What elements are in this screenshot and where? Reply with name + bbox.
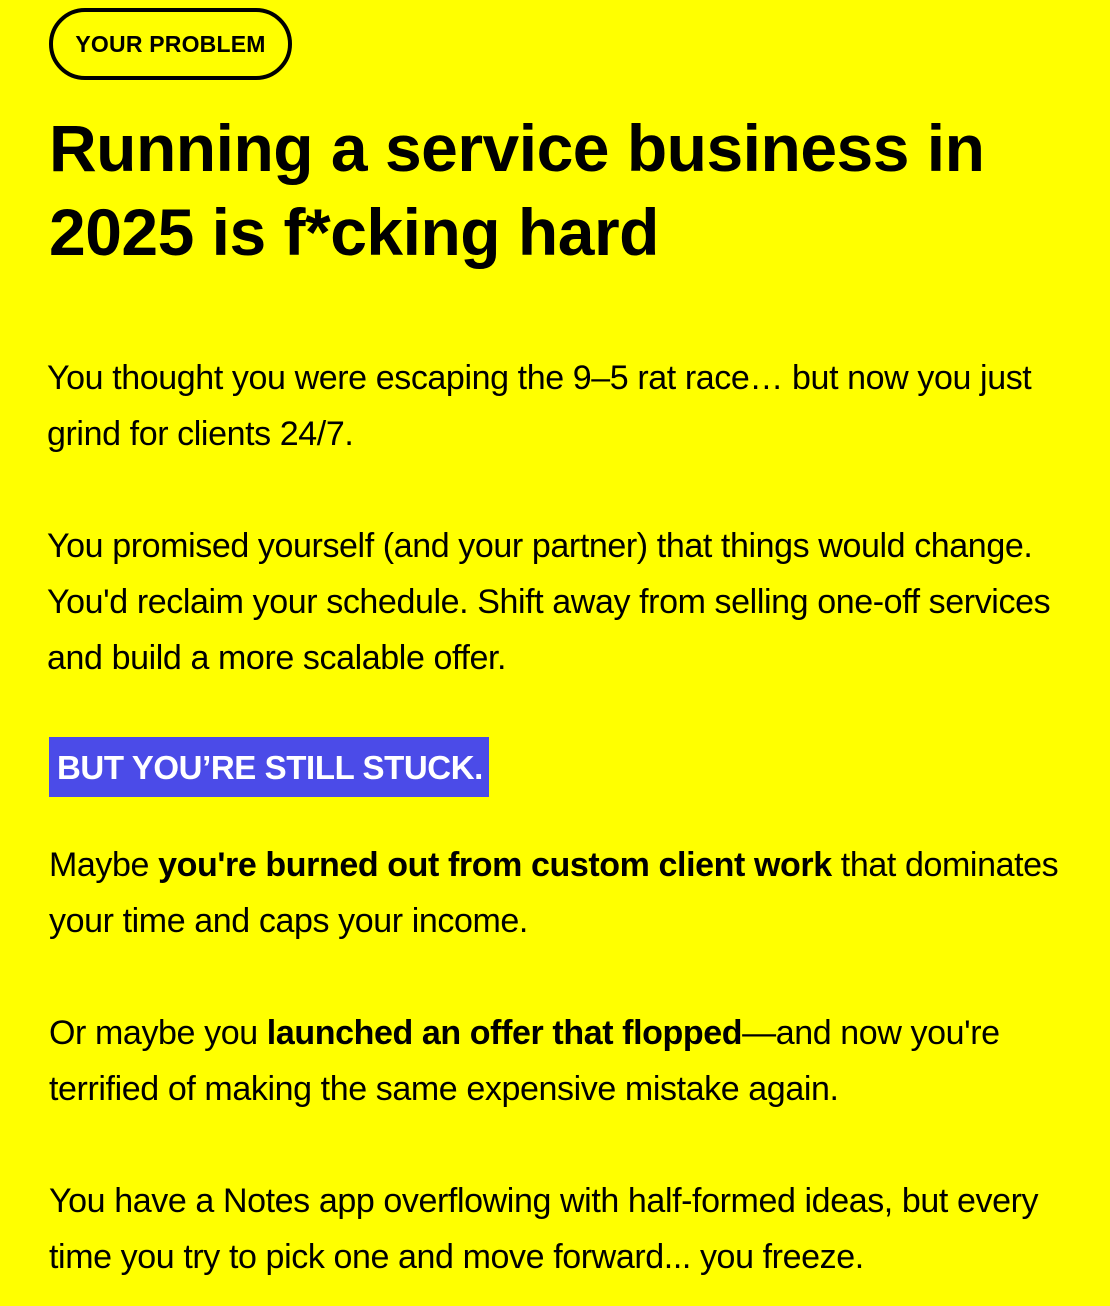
section-tag: YOUR PROBLEM: [49, 8, 292, 80]
emphasis-text: launched an offer that flopped: [266, 1014, 743, 1052]
paragraph-text: Maybe: [49, 846, 159, 884]
paragraph-text: Or maybe you: [49, 1014, 267, 1052]
highlight-callout: BUT YOU’RE STILL STUCK.: [49, 737, 489, 797]
paragraph-offer-flopped: [49, 1005, 1109, 1117]
paragraph-notes-app: You have a Notes app overflowing with half-formed ideas, but every time you try to pick one and move forward... you freeze.: [49, 1182, 1039, 1276]
paragraph-escaping-rat-race: You thought you were escaping the 9–5 rat race… but now you just grind for clients 24/7.: [47, 359, 1032, 453]
emphasis-text: you're burned out from custom client work: [158, 846, 832, 884]
paragraph-burned-out: [49, 837, 1109, 949]
paragraph-text: —and now you're terrified of making the same expensive mistake again.: [49, 1014, 1000, 1108]
paragraph-promised-change: You promised yourself (and your partner) that things would change. You'd reclaim your schedule. Shift away from selling one-off services and build a more scalable offer.: [47, 527, 1051, 677]
page-title: Running a service business in 2025 is f*cking hard: [49, 111, 985, 269]
paragraph-text: that dominates your time and caps your income.: [49, 846, 1059, 940]
